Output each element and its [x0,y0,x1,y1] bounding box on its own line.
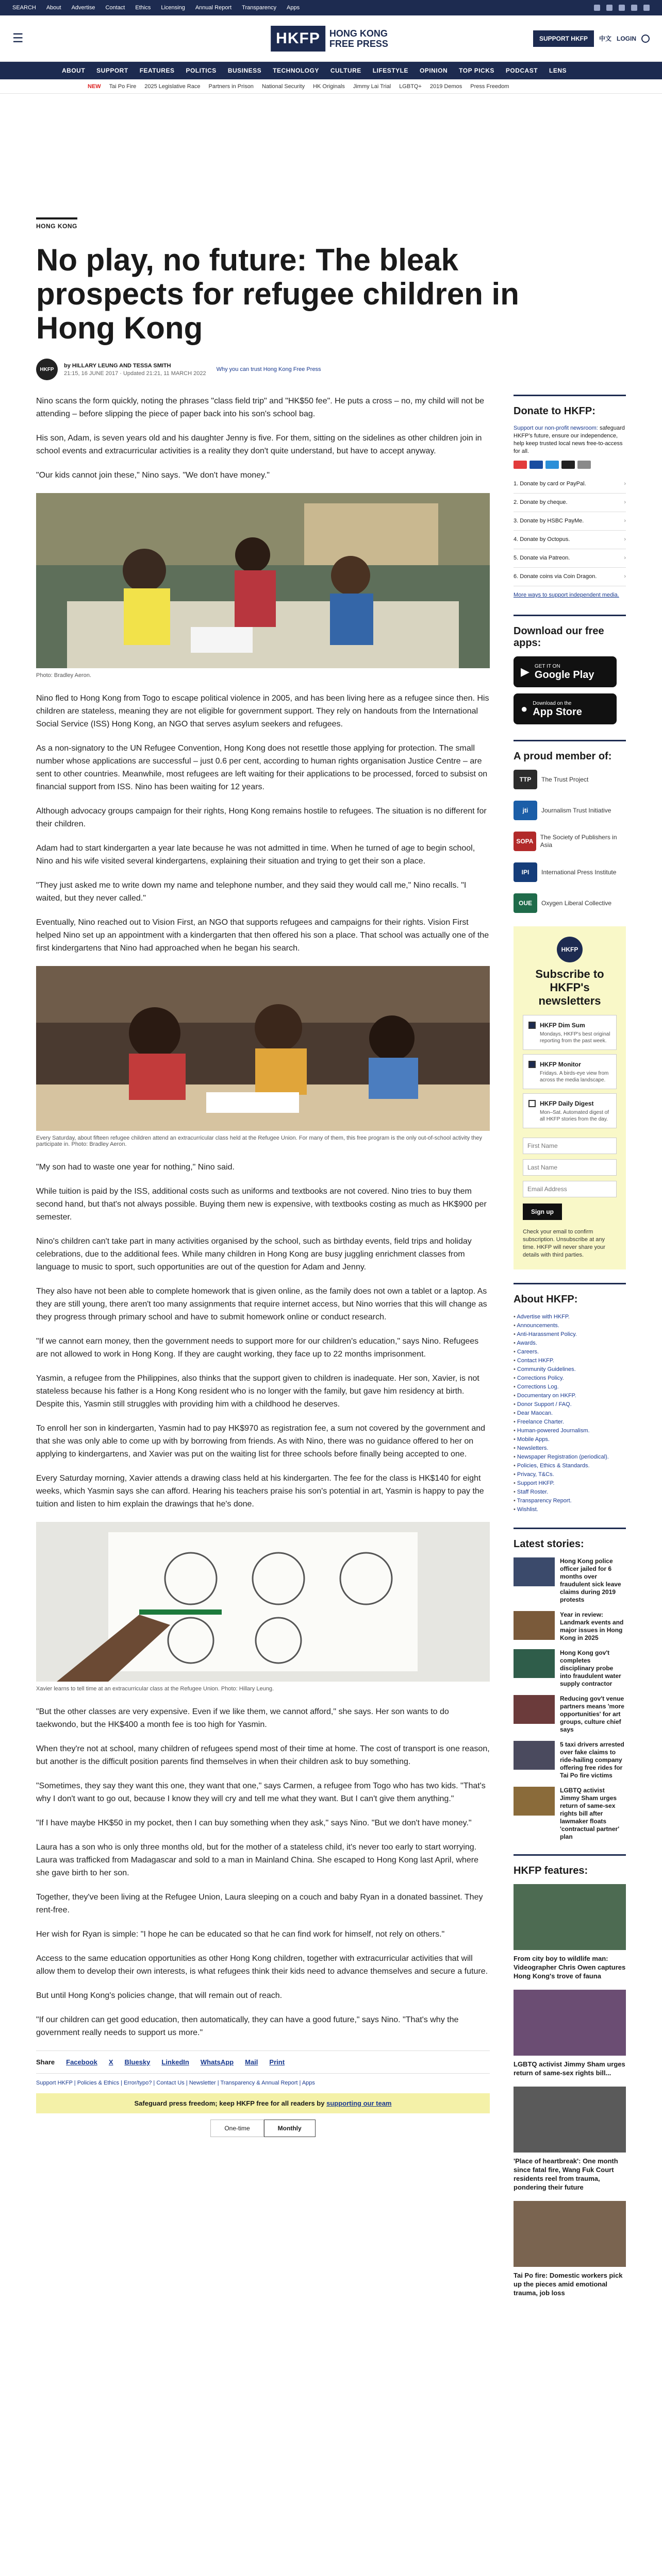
paragraph-group-3 [36,1161,490,1511]
mastercard-icon [514,461,527,469]
feature-headline: 'Place of heartbreak': One month since fatal fire, Wang Fuk Court residents reel from trauma, pondering their future [514,2157,618,2191]
utility-annual-report-link[interactable]: Annual Report [195,5,232,11]
search-icon[interactable] [641,35,650,43]
utility-bar [0,0,662,15]
trending-link[interactable]: 2025 Legislative Race [144,83,201,90]
first-name-field[interactable] [523,1138,617,1154]
feature-story[interactable] [514,1990,626,2077]
feature-stories [514,1884,626,2297]
article-paragraph: While tuition is paid by the ISS, additional costs such as uniforms and textbooks are not covered. Nino tries to buy them second hand, but that's not always possible. Buying them new is expensive, with textbooks costing as much as HK$900 per semester. [36,1187,487,1222]
article-paragraph: Adam had to start kindergarten a year late because he was not admitted in time. When he turned of age to begin school, Nino and his wife visited several kindergartens, explaining their situation and trying to get their son a place. [36,844,475,866]
trending-bar [0,79,662,94]
about-link[interactable]: Announcements. [517,1323,559,1329]
share-mail[interactable]: Mail [245,2058,258,2066]
about-link-item [514,1321,626,1330]
about-link[interactable]: Awards. [517,1340,537,1346]
byline [36,359,626,380]
about-link-item [514,1488,626,1497]
article-paragraph: "If I have maybe HK$50 in my pocket, then I can buy something when they ask," says Nino. "But we don't have money." [36,1819,472,1827]
share-facebook[interactable]: Facebook [66,2058,97,2066]
donate-lead-link[interactable]: Support our non-profit newsroom: [514,425,598,431]
article-paragraph: Nino fled to Hong Kong from Togo to escape political violence in 2005, and has been living here as a refugee since then. His children are stateless, meaning they are not eligible for government support. They rely on handouts from the International Social Service (ISS) Hong Kong, an NGO that serves asylum seekers and refugees. [36,694,489,728]
latest-story[interactable] [514,1695,626,1734]
nav-politics[interactable]: POLITICS [186,67,217,74]
newsletter-option-dim-sum[interactable] [523,1015,617,1050]
ipi-logo: IPI [514,862,537,882]
article-paragraph: As a non-signatory to the UN Refugee Convention, Hong Kong does not resettle those applying for protection. The small number whose applications are successful – just 0.6 per cent, according to human rights organisation Justice Centre – are sent to other countries. Meanwhile, most refugees are left waiting for their applications to be processed, forced to subsist on financial support from ISS. Nino has been waiting for 12 years. [36,744,488,791]
about-link[interactable]: Transparency Report. [517,1498,572,1504]
trending-link[interactable]: 2019 Demos [429,83,462,90]
newsletter-option-daily[interactable] [523,1093,617,1128]
features-title: HKFP features: [514,1854,626,1877]
nav-podcast[interactable]: PODCAST [505,67,538,74]
story-thumbnail [514,1695,555,1724]
about-link[interactable]: Documentary on HKFP. [517,1393,576,1399]
app-store-button[interactable] [514,693,617,724]
email-field[interactable] [523,1181,617,1197]
member-org[interactable] [514,770,626,789]
latest-story[interactable] [514,1741,626,1780]
login-link[interactable]: LOGIN [617,35,636,42]
utility-transparency-link[interactable]: Transparency [242,5,276,11]
story-thumbnail [514,1557,555,1586]
publish-date: 21:15, 16 JUNE 2017 · Updated 21:21, 11 MARCH 2022 [64,370,206,377]
about-link[interactable]: Policies, Ethics & Standards. [517,1463,590,1469]
article-paragraph: When they're not at school, many children of refugees spend most of their time at home. The cost of transport is one reason, but another is the difficult position parents find themselves in when their children ask to buy something. [36,1744,490,1766]
story-headline: Reducing gov't venue partners means 'more opportunities' for art groups, culture chief says [560,1695,624,1733]
visa-icon [529,461,543,469]
newsletter-name: HKFP Daily Digest [540,1100,594,1107]
share-linkedin[interactable]: LinkedIn [161,2058,189,2066]
member-name: Journalism Trust Initiative [541,806,611,814]
story-thumbnail [514,1741,555,1770]
share-x[interactable]: X [108,2058,113,2066]
newsletter-option-text [540,1060,611,1083]
about-link[interactable]: Corrections Log. [517,1384,559,1390]
main-nav [0,62,662,79]
language-switch[interactable]: 中文 [599,35,611,42]
photo-classroom-image [36,493,490,668]
trending-link[interactable]: LGBTQ+ [399,83,422,90]
feature-headline: LGBTQ activist Jimmy Sham urges return of same-sex rights bill... [514,2060,625,2077]
about-link[interactable]: Staff Roster. [517,1489,549,1495]
donate-option-label: 1. Donate by card or PayPal. [514,481,586,487]
about-link-item [514,1400,626,1409]
donate-option-label: 2. Donate by cheque. [514,499,568,505]
feature-headline: Tai Po fire: Domestic workers pick up the pieces amid emotional trauma, job loss [514,2272,623,2297]
share-bar [36,2050,490,2074]
about-link[interactable]: Support HKFP. [517,1480,555,1486]
support-hkfp-button[interactable]: SUPPORT HKFP [533,30,594,47]
paragraph-group-2 [36,692,490,955]
donate-option-label: 3. Donate by HSBC PayMe. [514,518,584,524]
utility-about-link[interactable]: About [46,5,61,11]
trending-link[interactable]: HK Originals [313,83,345,90]
story-thumbnail [514,1649,555,1678]
app-store-text [533,701,582,718]
chevron-right-icon: › [624,499,626,505]
article-paragraph: "If we cannot earn money, then the government needs to support more for our children's education," says Nino. Refugees are not allowed to work in Hong Kong. If they are caught working, they face up to 22 months imprisonment. [36,1337,479,1359]
article-paragraph: Her wish for Ryan is simple: "I hope he can be educated so that he can find work for himself, not rely on others." [36,1930,445,1939]
donate-option-label: 5. Donate via Patreon. [514,555,570,561]
about-link-item [514,1479,626,1488]
about-link-item [514,1427,626,1435]
utility-ethics-link[interactable]: Ethics [135,5,151,11]
nav-top-picks[interactable]: TOP PICKS [459,67,494,74]
photo-caption: Photo: Bradley Aeron. [36,672,92,679]
nav-support[interactable]: SUPPORT [96,67,128,74]
google-play-small: GET IT ON [534,663,560,669]
instagram-icon[interactable] [619,5,625,11]
rss-icon[interactable] [643,5,650,11]
last-name-field[interactable] [523,1159,617,1176]
share-label: Share [36,2058,55,2066]
masthead-actions [533,30,650,47]
masthead [0,15,662,62]
article-header [36,94,626,380]
story-headline: 5 taxi drivers arrested over fake claims to ride-hailing company offering free rides for Tai Po fire victims [560,1741,624,1779]
article-paragraph: "Sometimes, they say they want this one, they want that one," says Carmen, a refugee from Togo who has two kids. "That's why I don't want to go out, because I know they will cry and tell me what they want. But I can't give them anything." [36,1782,486,1803]
footer-links[interactable]: Support HKFP | Policies & Ethics | Error/typo? | Contact Us | Newsletter | Transparency & Annual Report | Apps [36,2080,315,2086]
story-headline: Hong Kong gov't completes disciplinary probe into fraudulent water supply contractor [560,1649,621,1687]
member-org[interactable] [514,832,626,851]
utility-search-link[interactable]: SEARCH [12,5,36,11]
logo-text: HONG KONG FREE PRESS [329,28,388,49]
article-paragraph: "Our kids cannot join these," Nino says. "We don't have money." [36,471,270,480]
chevron-right-icon: › [624,573,626,580]
about-title: About HKFP: [514,1283,626,1306]
donate-option[interactable] [514,494,626,512]
latest-story[interactable] [514,1787,626,1841]
signup-button[interactable]: Sign up [523,1204,562,1220]
member-name: The Society of Publishers in Asia [540,834,617,849]
donate-lead [514,425,626,455]
about-link[interactable]: Mobile Apps. [517,1436,550,1443]
chevron-right-icon: › [624,555,626,561]
article-paragraph: "They just asked me to write down my name and telephone number, and they said they would call me," Nino recalls. "I waited, but they never called." [36,881,467,903]
trending-link[interactable]: Jimmy Lai Trial [353,83,391,90]
content-columns [36,395,626,2307]
about-link-item [514,1462,626,1470]
feature-story[interactable] [514,2201,626,2297]
about-link[interactable]: Dear Maocan. [517,1410,553,1416]
about-link-item [514,1365,626,1374]
article-paragraph: "But the other classes are very expensive. Even if we like them, we cannot afford," she says. Her son wants to do taekwondo, but the HK$400 a month fee is too high for Yasmin. [36,1707,449,1729]
article-paragraph: Together, they've been living at the Refugee Union, Laura sleeping on a couch and baby Ryan in a donated bassinet. They rent-free. [36,1893,483,1914]
feature-thumbnail [514,1990,626,2056]
nav-opinion[interactable]: OPINION [419,67,448,74]
social-icons [594,5,650,11]
about-link-item [514,1313,626,1321]
about-link-item [514,1409,626,1418]
apple-icon: ● [521,702,528,715]
about-links [514,1313,626,1514]
app-store-small: Download on the [533,700,572,706]
oxygen-logo: OUE [514,893,537,913]
latest-story[interactable] [514,1557,626,1604]
about-link[interactable]: Newsletters. [517,1445,549,1451]
newsletter-option-monitor[interactable] [523,1054,617,1089]
x-icon[interactable] [606,5,613,11]
share-print[interactable]: Print [269,2058,285,2066]
donate-option[interactable] [514,475,626,494]
donate-lead-text: safeguard HKFP's future, ensure our independence, help keep trusted local news free-to-access for all. [514,425,625,454]
google-play-big: Google Play [534,669,594,681]
checkbox-icon [528,1022,536,1029]
trending-link[interactable]: Tai Po Fire [109,83,137,90]
nav-about[interactable]: ABOUT [62,67,86,74]
newsletter-name: HKFP Dim Sum [540,1022,585,1029]
article-paragraph: Access to the same education opportunities as other Hong Kong children, together with extracurricular activities that will allow them to develop their own interests, is what refugees think their kids need to advance themselves and secure a future. [36,1954,488,1976]
article-category[interactable]: HONG KONG [36,217,77,230]
story-thumbnail [514,1611,555,1640]
about-link[interactable]: Careers. [517,1349,539,1355]
nav-culture[interactable]: CULTURE [330,67,361,74]
facebook-icon[interactable] [594,5,600,11]
about-link-item [514,1418,626,1427]
google-play-button[interactable] [514,656,617,687]
article-title: No play, no future: The bleak prospects for refugee children in Hong Kong [36,243,519,345]
about-link[interactable]: Anti-Harassment Policy. [517,1331,577,1337]
feature-headline: From city boy to wildlife man: Videographer Chris Owen captures Hong Kong's trove of fauna [514,1955,626,1980]
member-org[interactable] [514,893,626,913]
about-link[interactable]: Freelance Charter. [517,1419,565,1425]
article-paragraph: But until Hong Kong's policies change, that will remain out of reach. [36,1991,283,2000]
article-paragraph: His son, Adam, is seven years old and his daughter Jenny is five. For them, sitting on the sidelines as other children join in school events and extracurricular activities is a reality they don't quite understand, but have to accept anyway. [36,434,482,455]
apps-title: Download our free apps: [514,615,626,649]
chevron-right-icon: › [624,481,626,487]
newsletter-option-text [540,1099,611,1123]
paragraph-group-1 [36,395,490,482]
feature-story[interactable] [514,1884,626,1980]
play-store-icon: ▶ [521,665,529,678]
about-link[interactable]: Newspaper Registration (periodical). [517,1454,609,1460]
avatar: HKFP [36,359,58,380]
checkbox-icon [528,1100,536,1107]
about-link[interactable]: Corrections Policy. [517,1375,564,1381]
about-link-item [514,1435,626,1444]
about-link[interactable]: Donor Support / FAQ. [517,1401,572,1408]
member-name: Oxygen Liberal Collective [541,899,612,907]
chevron-right-icon: › [624,518,626,524]
article-paragraph: Every Saturday morning, Xavier attends a drawing class held at his kindergarten. The fee for the class is HK$140 for eight weeks, which Yasmin says she can afford. Hearing his teachers praise his son's potential in art, Yasmin is happy to pay the tuition and listen to him explain the drawings that he's done. [36,1474,484,1509]
sidebar [514,395,626,2307]
about-link-item [514,1330,626,1339]
about-link-item [514,1392,626,1400]
about-link-item [514,1505,626,1514]
support-banner [36,2093,490,2113]
feature-thumbnail [514,2201,626,2267]
article-paragraph: "If our children can get good education, then automatically, they can have a good future," says Nino. "That's why the government really needs to support us more." [36,2015,459,2037]
article-paragraph: Nino scans the form quickly, noting the phrases "class field trip" and "HK$50 fee". He puts a cross – no, my child will not be attending – before slipping the piece of paper back into his son's school bag. [36,397,485,418]
donate-option[interactable] [514,568,626,586]
newsletter-title: Subscribe to HKFP's newsletters [535,968,604,1007]
article-paragraph: Eventually, Nino reached out to Vision First, an NGO that supports refugees and campaigns for their rights. Vision First helped Nino set up an appointment with a kindergarten that then offered his son a place. That school was actually one of the first kindergartens that Nino had approached when he began his search. [36,918,489,953]
about-link-item [514,1453,626,1462]
trust-project-logo: TTP [514,770,537,789]
photo-classroom [36,493,490,668]
donate-option[interactable] [514,531,626,549]
donation-frequency-tabs [36,2120,490,2137]
story-thumbnail [514,1787,555,1816]
member-name: International Press Institute [541,868,617,876]
photo-caption: Every Saturday, about fifteen refugee children attend an extracurricular class held at the Refugee Union. For many of them, this free program is the only out-of-school activity they participate in. Photo: Bradley Aeron. [36,1135,482,1147]
utility-apps-link[interactable]: Apps [287,5,300,11]
sopa-logo: SOPA [514,832,536,851]
newsletter-logo: HKFP [557,937,583,962]
newsletter-note: Check your email to confirm subscription. Unsubscribe at any time. HKFP will never share your details with third parties. [523,1229,605,1258]
feature-thumbnail [514,2087,626,2153]
newsletter-name: HKFP Monitor [540,1061,581,1068]
about-link[interactable]: Advertise with HKFP. [517,1314,570,1320]
nav-lens[interactable]: LENS [549,67,567,74]
feature-thumbnail [514,1884,626,1950]
article-body [36,395,490,2307]
donate-title: Donate to HKFP: [514,395,626,417]
donate-box [514,425,626,599]
article-paragraph: They also have not been able to complete homework that is given online, as the family does not own a tablet or a laptop. As they are still young, there aren't too many assignments that require internet access, but Nino worries that this will change as they progress through primary school and have to submit homework online or conduct research. [36,1287,487,1321]
share-bluesky[interactable]: Bluesky [124,2058,151,2066]
amex-icon [545,461,559,469]
jti-logo: jti [514,801,537,820]
photo-caption: Xavier learns to tell time at an extracurricular class at the Refugee Union. Photo: Hillary Leung. [36,1686,274,1692]
applepay-icon [561,461,575,469]
newsletter-option-text [540,1021,611,1044]
trending-link[interactable]: Press Freedom [470,83,509,90]
about-link[interactable]: Contact HKFP. [517,1358,554,1364]
about-link-item [514,1348,626,1357]
about-link-item [514,1339,626,1348]
newsletter-box [514,926,626,1269]
trending-new-label: NEW [88,83,101,90]
googlepay-icon [577,461,591,469]
latest-story[interactable] [514,1649,626,1688]
nav-lifestyle[interactable]: LIFESTYLE [372,67,408,74]
payment-icons [514,461,626,469]
chevron-right-icon: › [624,536,626,543]
about-link[interactable]: Community Guidelines. [517,1366,576,1372]
member-org[interactable] [514,801,626,820]
article-paragraph: "My son had to waste one year for nothing," Nino said. [36,1163,235,1172]
donate-option-label: 6. Donate coins via Coin Dragon. [514,573,597,580]
member-title: A proud member of: [514,740,626,762]
story-headline: Hong Kong police officer jailed for 6 months over fraudulent sick leave claims during 2019 protests [560,1557,621,1603]
feature-story[interactable] [514,2087,626,2192]
about-link-item [514,1374,626,1383]
trending-link[interactable]: National Security [261,83,305,90]
byline-text [64,363,206,377]
more-ways-link[interactable]: More ways to support independent media. [514,592,619,598]
about-link-item [514,1383,626,1392]
author-names[interactable]: by HILLARY LEUNG AND TESSA SMITH [64,362,171,369]
tab-monthly[interactable]: Monthly [264,2120,316,2137]
utility-advertise-link[interactable]: Advertise [71,5,95,11]
share-whatsapp[interactable]: WhatsApp [200,2058,234,2066]
article-paragraph: Laura has a son who is only three months old, but for the mother of a stateless child, it's never too early to start worrying. Laura was trafficked from Madagascar and sold to a man in Mainland China. She escaped to Hong Kong last April, where she gave birth to her son. [36,1843,478,1877]
donate-option-label: 4. Donate by Octopus. [514,536,570,543]
app-store-big: App Store [533,706,582,718]
utility-contact-link[interactable]: Contact [105,5,125,11]
article-paragraph: To enroll her son in kindergarten, Yasmin had to pay HK$970 as registration fee, a sum not covered by the government and that she was only able to come up with by borrowing from friends. As with Nino, there was no guidance offered to her on applying to kindergartens, and Xavier was put on the waiting list for three schools before finally being accepted to one. [36,1424,486,1459]
page-content [0,94,662,2307]
google-play-text [535,664,594,681]
support-banner-text: Safeguard press freedom; keep HKFP free for all readers by [134,2099,325,2107]
about-link-item [514,1470,626,1479]
about-link-item [514,1357,626,1365]
newsletter-desc: Fridays. A birds-eye view from across the media landscape. [540,1071,609,1083]
about-link-item [514,1497,626,1505]
member-org[interactable] [514,862,626,882]
about-link[interactable]: Human-powered Journalism. [517,1428,590,1434]
story-headline: Year in review: Landmark events and major issues in Hong Kong in 2025 [560,1611,624,1641]
member-name: The Trust Project [541,775,589,783]
article-paragraph: Nino's children can't take part in many activities organised by the school, such as birthday events, field trips and holiday celebrations, due to the additional fees. While many children in Hong Kong are busy juggling enrichment classes from language to music to sport, such opportunities are out of the question for Adam and Jenny. [36,1237,472,1272]
tab-one-time[interactable]: One-time [210,2120,263,2137]
photo-saturday-class-image [36,966,490,1131]
about-link[interactable]: Privacy, T&Cs. [517,1471,554,1478]
checkbox-icon [528,1061,536,1068]
story-headline: LGBTQ activist Jimmy Sham urges return of same-sex rights bill after lawmaker floats 'contractual partner' plan [560,1787,620,1840]
youtube-icon[interactable] [631,5,637,11]
article-paragraph: Although advocacy groups campaign for their rights, Hong Kong remains hostile to refugees. The situation is no different for their children. [36,807,487,828]
paragraph-group-4 [36,1705,490,2039]
photo-clock-worksheet [36,1522,490,1682]
trending-link[interactable]: Partners in Prison [208,83,254,90]
article-paragraph: Yasmin, a refugee from the Philippines, also thinks that the support given to children is inadequate. Her son, Xavier, is not stateless because his father is a Hong Kong resident who is no longer with the family, but gave him residency at birth. Despite this, Yasmin still struggles with providing him with a childhood he deserves. [36,1374,479,1409]
support-banner-link[interactable]: supporting our team [326,2099,392,2107]
latest-title: Latest stories: [514,1528,626,1550]
about-link[interactable]: Wishlist. [517,1506,538,1513]
nav-features[interactable]: FEATURES [139,67,175,74]
newsletter-desc: Mon–Sat. Automated digest of all HKFP stories from the day. [540,1110,609,1122]
about-link-item [514,1444,626,1453]
nav-technology[interactable]: TECHNOLOGY [273,67,319,74]
latest-stories [514,1557,626,1841]
latest-story[interactable] [514,1611,626,1642]
donate-option[interactable] [514,549,626,568]
menu-icon[interactable]: ☰ [12,31,24,45]
logo-mark: HKFP [271,26,325,52]
photo-clock-worksheet-image [36,1522,490,1682]
hkfp-logo[interactable] [271,26,391,52]
trust-link[interactable]: Why you can trust Hong Kong Free Press [216,366,321,372]
photo-saturday-class [36,966,490,1131]
nav-business[interactable]: BUSINESS [227,67,262,74]
utility-licensing-link[interactable]: Licensing [161,5,185,11]
newsletter-desc: Mondays, HKFP's best original reporting from the past week. [540,1031,610,1044]
donate-option[interactable] [514,512,626,531]
